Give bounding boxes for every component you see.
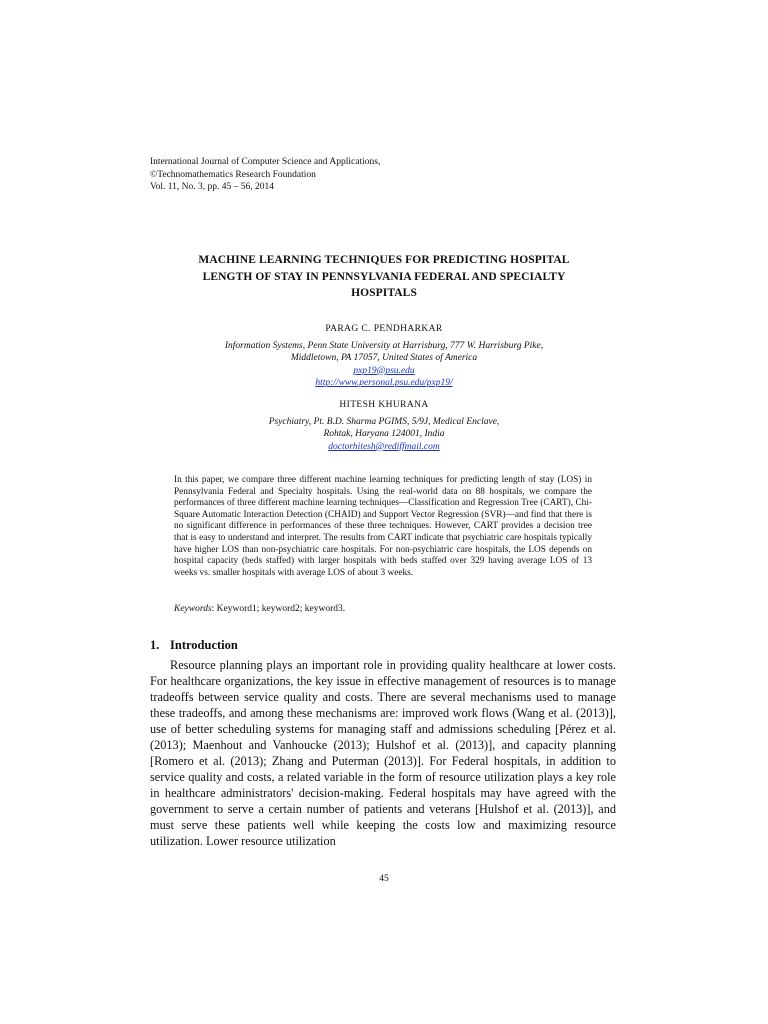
author-homepage-link[interactable]: http://www.personal.psu.edu/pxp19/ [315,377,453,388]
author-block-1 [140,323,628,389]
keywords-label: Keywords [174,604,212,614]
section-heading [150,637,238,653]
author-affiliation-line-2: Middletown, PA 17057, United States of America [290,353,478,364]
title-line-1: MACHINE LEARNING TECHNIQUES FOR PREDICTING HOSPITAL [198,254,570,266]
author-affiliation-line-1: Information Systems, Penn State University at Harrisburg, 777 W. Harrisburg Pike, [224,341,544,352]
author-name: HITESH KHURANA [339,400,429,410]
keywords [174,603,592,615]
author-email-link[interactable]: doctorhitesh@rediffmail.com [328,441,440,452]
author-email-link[interactable]: pxp19@psu.edu [353,365,415,376]
page-number: 45 [379,874,389,884]
section-number: 1. [150,638,160,652]
journal-publisher: ©Technomathematics Research Foundation [150,169,316,180]
section-title: Introduction [170,638,238,652]
title-line-2: LENGTH OF STAY IN PENNSYLVANIA FEDERAL AND SPECIALTY [202,270,566,283]
author-block-2 [140,399,628,453]
journal-header [150,156,570,194]
journal-name: International Journal of Computer Science and Applications, [150,157,381,167]
author-affiliation-line-1: Psychiatry, Pt. B.D. Sharma PGIMS, 5/9J, Medical Enclave, [268,417,500,428]
title-line-3: HOSPITALS [351,287,417,299]
introduction-paragraph: Resource planning plays an important role in providing quality healthcare at lower costs. For healthcare organizations, the key issue in effective management of resources is to manage tradeoffs between service quality and costs. There are several mechanisms used to manage these tradeoffs, and among these mechanisms are: improved work flows (Wang et al. (2013)], use of better scheduling systems for managing staff and admissions scheduling [Pérez et al. (2013); Maenhout and Vanhoucke (2013); Hulshof et al. (2013)], and capacity planning [Romero et al. (2013); Zhang and Puterman (2013)]. For Federal hospitals, in addition to service quality and costs, a related variable in the form of resource utilization plays a key role in healthcare administrators' decision-making. Federal hospitals may have agreed with the government to serve a certain number of patients and veterans [Hulshof et al. (2013)], and must serve these patients well while keeping the costs low and maximizing resource utilization. Lower resource utilization [150,658,616,848]
keywords-text: : Keyword1; keyword2; keyword3. [211,604,346,614]
author-affiliation-line-2: Rohtak, Haryana 124001, India [323,429,445,440]
author-name: PARAG C. PENDHARKAR [325,324,443,334]
abstract: In this paper, we compare three different machine learning techniques for predicting length of stay (LOS) in Pennsylvania Federal and Specialty hospitals. Using the real-world data on 88 hospitals, we compare the performances of three different machine learning techniques—Classification and Regression Tree (CART), Chi-Square Automatic Interaction Detection (CHAID) and Support Vector Regression (SVR)—and find that there is no significant difference in performances of these three techniques. However, CART provides a decision tree that is easy to understand and interpret. The results from CART indicate that psychiatric care hospitals typically have higher LOS than non-psychiatric care hospitals. For non-psychiatric care hospitals, the LOS depends on hospital capacity (beds staffed) with larger hospitals with beds staffed over 329 having average LOS of 13 weeks vs. smaller hospitals with average LOS of about 3 weeks. [174,475,592,578]
journal-volume: Vol. 11, No. 3, pp. 45 – 56, 2014 [150,182,275,192]
paper-title [140,252,628,302]
